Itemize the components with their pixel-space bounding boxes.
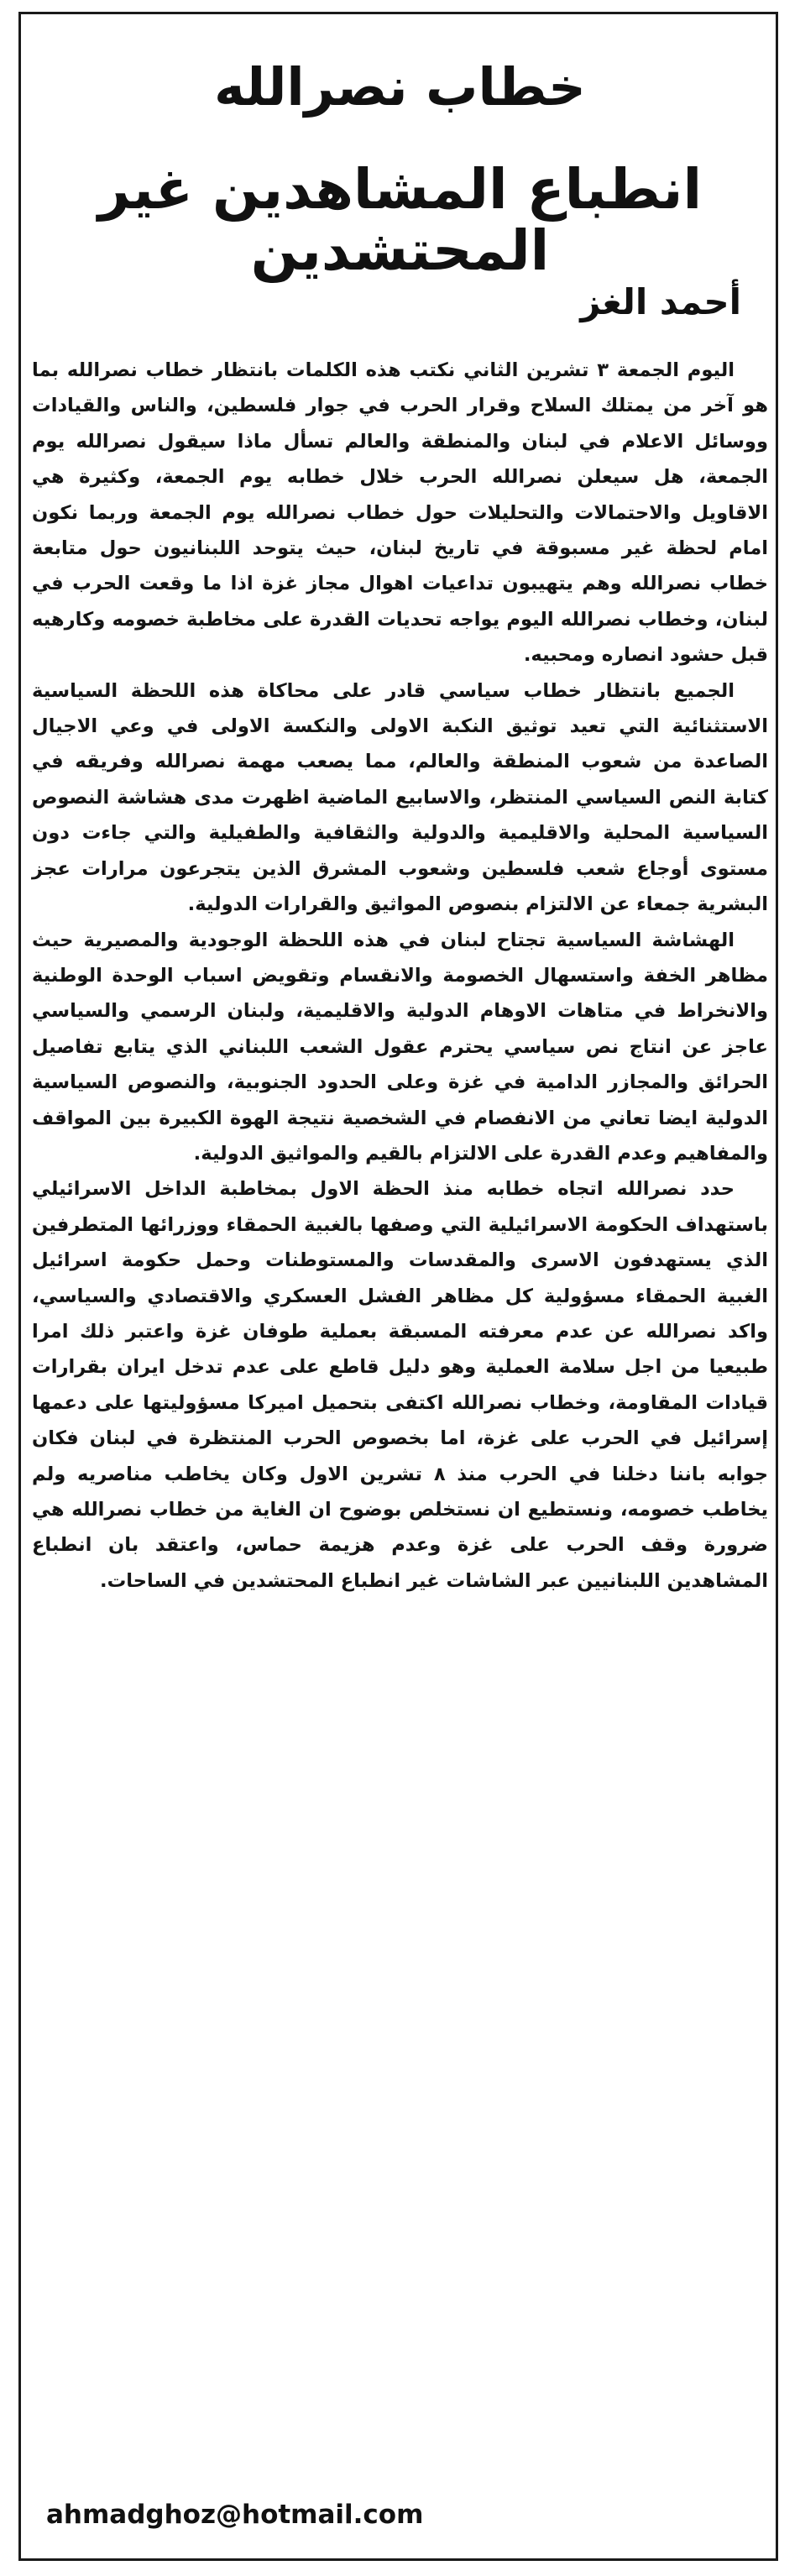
article-paragraph-1: اليوم الجمعة ٣ تشرين الثاني نكتب هذه الكلمات بانتظار خطاب نصرالله بما هو آخر من يمتلك السلاح وقرار الحرب في جوار فلسطين، والناس والقيادات ووسائل الاعلام في لبنان والمنطقة والعالم تسأل ماذا سيقول نصرالله يوم الجمعة، هل سيعلن نصرالله الحرب خلال خطابه يوم الجمعة، وكثيرة هي الاقاويل والاحتمالات والتحليلات حول خطاب نصرالله يوم الجمعة وربما نكون امام لحظة غير مسبوقة في تاريخ لبنان، حيث يتوحد اللبنانيون حول متابعة خطاب نصرالله وهم يتهيبون تداعيات اهوال مجاز غزة اذا ما وقعت الحرب في لبنان، وخطاب نصرالله اليوم يواجه تحديات القدرة على مخاطبة خصومه وكارهيه قبل حشود انصاره ومحبيه.	[32, 359, 768, 667]
headline-line-1: خطاب نصرالله	[214, 56, 586, 118]
article-paragraph-3: الهشاشة السياسية تجتاح لبنان في هذه اللحظة الوجودية والمصيرية حيث مظاهر الخفة واستسهال الخصومة والانقسام وتقويض اسباب الوحدة الوطنية والانخراط في متاهات الاوهام الدولية والاقليمية، ولبنان الرسمي والسياسي عاجز عن انتاج نص سياسي يحترم عقول الشعب اللبناني الذي يتابع تفاصيل الحرائق والمجازر الدامية في غزة وعلى الحدود الجنوبية، والنصوص السياسية الدولية ايضا تعاني من الانفصام في الشخصية نتيجة الهوة الكبيرة بين المواقف والمفاهيم وعدم القدرة على الالتزام بالقيم والمواثيق الدولية.	[32, 929, 768, 1165]
headline-line-2: انطباع المشاهدين غير المحتشدين	[97, 157, 703, 283]
author-email: ahmadghoz@hotmail.com	[46, 2500, 424, 2530]
article-paragraph-2: الجميع بانتظار خطاب سياسي قادر على محاكاة هذه اللحظة السياسية الاستثنائية التي تعيد توثيق النكبة الاولى والنكسة الاولى في وعي الاجيال الصاعدة من شعوب المنطقة والعالم، مما يصعب مهمة نصرالله وفريقه في كتابة النص السياسي المنتظر، والاسابيع الماضية اظهرت مدى هشاشة النصوص السياسية المحلية والاقليمية والدولية والثقافية والطفيلية والتي جاءت دون مستوى أوجاع شعب فلسطين وشعوب المشرق الذين يتجرعون مرارات عجز البشرية جمعاء عن الالتزام بنصوص المواثيق والقرارات الدولية.	[32, 679, 768, 916]
author-byline: أحمد الغز	[580, 281, 741, 322]
article-body	[32, 353, 768, 1599]
article-paragraph-4: حدد نصرالله اتجاه خطابه منذ الحظة الاول بمخاطبة الداخل الاسرائيلي باستهداف الحكومة الاسرائيلية التي وصفها بالغبية الحمقاء ووزرائها المتطرفين الذي يستهدفون الاسرى والمقدسات والمستوطنات وحمل حكومة اسرائيل الغبية الحمقاء مسؤولية كل مظاهر الفشل العسكري والاقتصادي والسياسي، واكد نصرالله عن عدم معرفته المسبقة بعملية طوفان غزة واعتبر ذلك امرا طبيعيا من اجل سلامة العملية وهو دليل قاطع على عدم تدخل ايران بقرارات قيادات المقاومة، وخطاب نصرالله اكتفى بتحميل اميركا مسؤوليتها على دعمها إسرائيل في الحرب على غزة، اما بخصوص الحرب المنتظرة في لبنان فكان جوابه باننا دخلنا في الحرب منذ ٨ تشرين الاول وكان يخاطب مناصريه ولم يخاطب خصومه، ونستطيع ان نستخلص بوضوح ان الغاية من خطاب نصرالله هي ضرورة وقف الحرب على غزة وعدم هزيمة حماس، واعتقد بان انطباع المشاهدين اللبنانيين عبر الشاشات غير انطباع المحتشدين في الساحات.	[32, 1178, 768, 1592]
